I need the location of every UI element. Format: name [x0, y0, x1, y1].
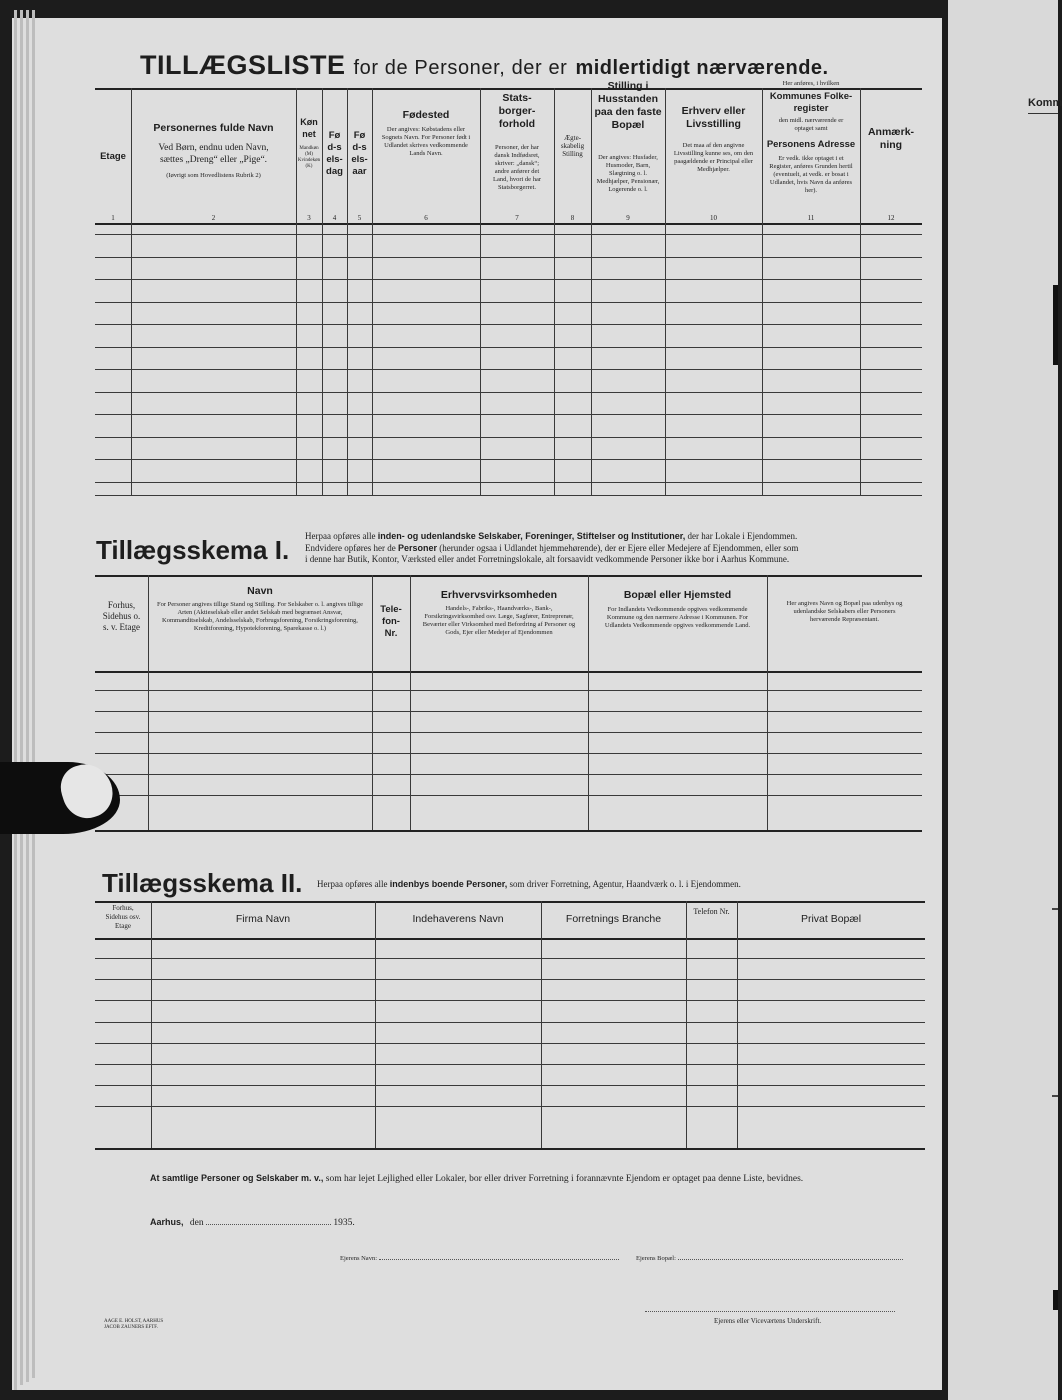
date-line — [150, 1217, 355, 1228]
column-header-9: Der angives: Husfader, Husmoder, Barn, Slægtning o. l. Medhjælper, Pensionær, Logerende o. l. — [596, 154, 660, 193]
column-divider — [686, 901, 687, 1148]
page-edge — [20, 10, 23, 1385]
column-header-2: Ved Børn, endnu uden Navn, sættes „Dreng“ eller „Pige“. — [158, 143, 269, 165]
column-header-9: Stilling i Husstanden paa den faste Bopæl — [594, 80, 662, 131]
printer-imprint: AAGE E. HOLST, AARHUS JACOB ZAUNERS EFTF. — [104, 1319, 164, 1330]
column-header-3: Mandkøn (M) Kvindekøn (K) — [297, 146, 321, 169]
column-header-11: Personens Adresse — [766, 139, 856, 150]
column-header: Handels-, Fabriks-, Haandværks-, Bank-, Forsikringsvirksomhed osv. Læge, Sagfører, Entreprenør, Beværter eller Virksomhed med Befordring af Personer og Gods, Ejer eller Medejer af Ejendommen — [422, 605, 576, 636]
rule-line — [95, 495, 922, 496]
column-number: 1 — [111, 214, 115, 222]
rule-line — [95, 1064, 925, 1065]
column-header-10: Det maa af den angivne Livsstilling kunne ses, om den paagældende er Principal eller Medhjælper. — [673, 142, 754, 173]
facing-page-dash — [1052, 1095, 1058, 1097]
skema1-title: Tillægsskema I. — [96, 535, 290, 565]
owner-address-field[interactable] — [678, 1259, 903, 1260]
intro-text: Herpaa opføres alle — [317, 879, 388, 889]
owner-name-field[interactable] — [379, 1259, 619, 1260]
column-header-10: Erhverv eller Livsstilling — [681, 105, 746, 130]
column-header-6: Fødested — [402, 109, 450, 121]
column-number: 4 — [332, 214, 337, 222]
rule-line — [95, 234, 922, 235]
column-number: 3 — [307, 214, 311, 222]
rule-line — [95, 575, 922, 577]
column-number: 5 — [357, 214, 362, 222]
rule-line — [95, 414, 922, 415]
tillaegsliste-title-emph: midlertidigt nærværende. — [575, 57, 829, 79]
column-header-8: Ægte-skabelig Stilling — [560, 134, 585, 158]
column-header-5: Fød-sels-aar — [351, 130, 368, 177]
tillaegsliste-title-main: TILLÆGSLISTE — [140, 50, 346, 80]
rule-line — [95, 88, 922, 90]
rule-line — [95, 257, 922, 258]
date-blank[interactable] — [206, 1224, 331, 1225]
column-number: 11 — [807, 214, 815, 222]
signature-field[interactable] — [645, 1311, 895, 1312]
facing-page-mark — [1053, 285, 1058, 365]
column-number: 8 — [570, 214, 575, 222]
facing-page — [948, 0, 1058, 1400]
intro-text: Endvidere opføres her de — [305, 542, 396, 553]
owner-address-line — [636, 1255, 903, 1262]
rule-line — [95, 938, 925, 940]
column-header: Forhus, Sidehus o. s. v. Etage — [102, 600, 141, 632]
owner-address-label: Ejerens Bopæl: — [636, 1255, 676, 1262]
facing-page-rule — [1028, 113, 1058, 114]
column-number: 2 — [211, 214, 216, 222]
rule-line — [95, 711, 922, 712]
rule-line — [95, 392, 922, 393]
skema2-intro — [317, 879, 741, 891]
skema1-intro — [305, 531, 798, 566]
rule-line — [95, 279, 922, 280]
column-header: Forretnings Branche — [565, 913, 662, 925]
column-header: For Personer angives tillige Stand og Stilling. For Selskaber o. l. angives tillige Arten (Aktieselskab eller andet Selskab med begrænset Ansvar, Kommanditselskab, Andelsselskab, Forbrugsforening, Forsikringsforening, Kreditforening, Hypotekforening, Sparekasse o. l.) — [157, 601, 363, 632]
rule-line — [95, 1043, 925, 1044]
column-header: Privat Bopæl — [800, 913, 862, 925]
rule-line — [95, 1106, 925, 1107]
tillaegsliste-title — [140, 50, 829, 81]
skema1-intro-line — [305, 543, 798, 555]
column-divider — [591, 88, 592, 495]
page-edge — [32, 10, 35, 1378]
declaration — [150, 1173, 803, 1184]
column-header: Tele-fon-Nr. — [380, 604, 402, 639]
rule-line — [95, 830, 922, 832]
rule-line — [95, 369, 922, 370]
skema1-intro-line — [305, 531, 798, 543]
rule-line — [95, 324, 922, 325]
intro-text: der har Lokale i Ejendommen. — [687, 531, 798, 541]
intro-bold: inden- og udenlandske Selskaber, Foreninger, Stiftelser og Institutioner, — [377, 531, 686, 541]
column-header: Navn — [247, 585, 273, 597]
rule-line — [95, 774, 922, 775]
column-header: Telefon Nr. — [693, 907, 730, 916]
city: Aarhus, — [150, 1217, 184, 1227]
rule-line — [95, 958, 925, 959]
rule-line — [95, 1148, 925, 1150]
rule-line — [95, 437, 922, 438]
rule-line — [95, 1022, 925, 1023]
intro-text: (herunder ogsaa i Udlandet hjemmehørende), der er Ejere eller Medejere af Ejendommen, eller som — [439, 542, 799, 553]
rule-line — [95, 1085, 925, 1086]
page-edge — [14, 10, 17, 1390]
column-number: 10 — [710, 214, 717, 222]
column-number: 7 — [515, 214, 519, 222]
column-divider — [737, 901, 738, 1148]
tillaegsliste-title-for: for de Personer, der er — [353, 57, 568, 79]
column-header-11: Kommunes Folke-register — [769, 91, 853, 114]
rule-line — [95, 795, 922, 796]
column-header-12: Anmærk-ning — [867, 126, 915, 151]
column-header-11: den midl. nærværende er optaget samt — [778, 117, 844, 132]
declaration-text: som har lejet Lejlighed eller Lokaler, bor eller driver Forretning i forannævnte Ejendom er optaget paa denne Liste, bevidnes. — [325, 1174, 804, 1184]
den-label: den — [189, 1218, 204, 1228]
column-header-3: Kønnet — [300, 117, 318, 139]
owner-name-line — [340, 1255, 619, 1262]
column-header-7: Stats-borger-forhold — [498, 92, 536, 130]
column-header: Firma Navn — [235, 913, 291, 925]
skema1-intro-line: i denne har Butik, Kontor, Værksted eller andet Forretningslokale, alt forsaavidt vedkommende Personer ikke bor i Aarhus Kommune. — [305, 554, 790, 564]
rule-line — [95, 302, 922, 303]
year: 1935. — [333, 1218, 355, 1228]
column-header-11: Her anføres, i hvilken — [782, 80, 840, 87]
column-header: For Indlandets Vedkommende opgives vedkommende Kommune og den nærmere Adresse i Kommunen. For Udlandets Vedkommende opgives vedkommende Land. — [604, 606, 751, 629]
declaration-bold: At samtlige Personer og Selskaber m. v., — [150, 1173, 324, 1183]
facing-page-mark — [1053, 1290, 1058, 1310]
column-header-2: Personernes fulde Navn — [153, 122, 274, 134]
rule-line — [95, 347, 922, 348]
column-header-6: Der angives: Købstadens eller Sognets Navn. For Personer født i Udlandet skrives vedkommende Lands Navn. — [381, 126, 471, 157]
column-header-11: Er vedk. ikke optaget i et Register, anføres Grunden hertil (eventuelt, at vedk. er bosat i Udlandet, hvis Navn da anføres her). — [769, 155, 853, 194]
rule-line — [95, 732, 922, 733]
column-number: 12 — [887, 214, 895, 222]
column-header: Forhus, Sidehus osv. Etage — [105, 904, 141, 930]
rule-line — [95, 753, 922, 754]
column-divider — [375, 901, 376, 1148]
rule-line — [95, 690, 922, 691]
skema2-title: Tillægsskema II. — [102, 868, 303, 898]
rule-line — [95, 459, 922, 460]
rule-line — [95, 1000, 925, 1001]
facing-page-header: Komm — [1028, 97, 1062, 109]
intro-text: som driver Forretning, Agentur, Haandværk o. l. i Ejendommen. — [509, 879, 741, 889]
rule-line — [95, 482, 922, 483]
column-divider — [541, 901, 542, 1148]
column-header-2: (Iøvrigt som Hovedlistens Rubrik 2) — [166, 172, 261, 179]
column-number: 6 — [424, 214, 428, 222]
owner-name-label: Ejerens Navn: — [340, 1255, 378, 1262]
intro-bold: indenbys boende Personer, — [389, 879, 508, 889]
signature-label: Ejerens eller Viceværtens Underskrift. — [714, 1317, 822, 1325]
column-header-7: Personer, der har dansk Indfødsret, skriver: „dansk“; andre anfører det Land, hvori de har Statsborgerret. — [492, 144, 541, 191]
intro-text: Herpaa opføres alle — [305, 531, 376, 541]
rule-line — [95, 223, 922, 225]
column-header-1: Etage — [100, 151, 126, 162]
column-divider — [151, 901, 152, 1148]
rule-line — [95, 901, 925, 903]
column-header: Indehaverens Navn — [412, 913, 504, 925]
intro-bold: Personer — [397, 542, 437, 553]
column-header: Erhvervsvirksomheden — [440, 589, 558, 601]
rule-line — [95, 979, 925, 980]
rule-line — [95, 671, 922, 673]
column-header-4: Fød-sels-dag — [326, 130, 343, 177]
column-header: Her angives Navn og Bopæl paa udenbys og udenlandske Selskabers eller Personers herværende Repræsentant. — [786, 600, 903, 623]
page-edge — [26, 10, 29, 1382]
column-header: Bopæl eller Hjemsted — [623, 589, 732, 601]
facing-page-dash — [1052, 908, 1058, 910]
column-number: 9 — [626, 214, 630, 222]
